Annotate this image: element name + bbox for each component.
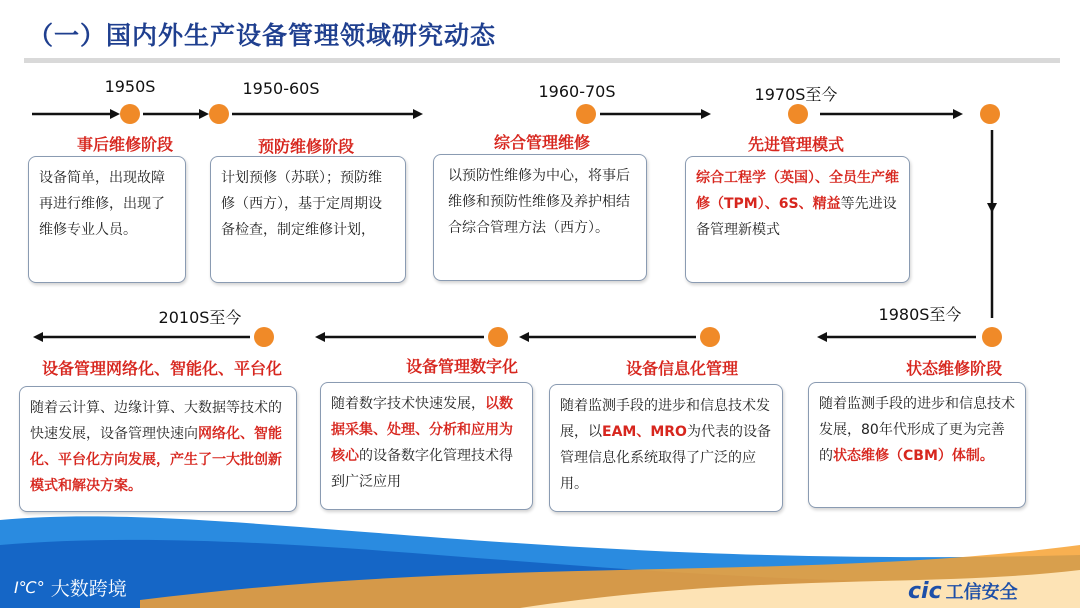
timeline-dot — [209, 104, 229, 124]
stage-description-card — [320, 382, 533, 510]
brand-name-left: 大数跨境 — [50, 578, 127, 600]
card-text: 随着云计算、边缘计算、大数据等技术的快速发展，设备管理快速向 — [30, 400, 282, 442]
stage-title: 设备信息化管理 — [625, 359, 739, 378]
era-label: 1950-60S — [242, 79, 320, 98]
stage-title: 设备管理数字化 — [405, 357, 519, 376]
stage-title: 状态维修阶段 — [905, 359, 1003, 378]
timeline-dot — [254, 327, 274, 347]
era-label: 2010S至今 — [158, 308, 242, 327]
card-text: 等先进设备管理新模式 — [696, 196, 897, 238]
card-highlight-text: 综合工程学（英国）、全员生产维修（TPM）、6S、精益 — [696, 170, 899, 212]
card-text: 设备简单，出现故障再进行维修，出现了维修专业人员。 — [39, 170, 165, 238]
card-text: 随着监测手段的进步和信息技术发展，以 — [560, 398, 770, 440]
timeline-dot — [980, 104, 1000, 124]
era-label: 1950S — [104, 77, 156, 96]
card-highlight-text: 网络化、智能化、平台化方向发展，产生了一大批创新模式和解决方案。 — [30, 426, 282, 494]
stage-description-card — [549, 384, 783, 512]
timeline-dot — [576, 104, 596, 124]
era-label: 1980S至今 — [878, 305, 962, 324]
brand-logo-left — [14, 574, 127, 601]
card-text: 随着数字技术快速发展， — [331, 396, 485, 412]
era-label: 1970S至今 — [754, 85, 838, 104]
card-text: 计划预修（苏联）；预防维修（西方），基于定周期设备检查，制定维修计划， — [221, 170, 382, 238]
stage-description-card — [433, 154, 647, 281]
era-label: 1960-70S — [538, 82, 616, 101]
card-text: 以预防性维修为中心，将事后维修和预防性维修及养护相结合综合管理方法（西方）。 — [448, 168, 630, 236]
card-text: 的设备数字化管理技术得到广泛应用 — [331, 448, 513, 490]
card-highlight-text: EAM、MRO — [602, 424, 687, 440]
stage-title: 设备管理网络化、智能化、平台化 — [41, 359, 283, 378]
timeline-dot — [700, 327, 720, 347]
stage-description-card — [808, 382, 1026, 508]
stage-title: 预防维修阶段 — [257, 137, 355, 156]
brand-logo-right — [908, 578, 1018, 604]
brand-mark-icon: Ⅰ℃° — [14, 578, 45, 597]
page-title: （一）国内外生产设备管理领域研究动态 — [28, 21, 497, 50]
card-text: 随着监测手段的进步和信息技术发展，80年代形成了更为完善的 — [819, 396, 1015, 464]
stage-description-card — [685, 156, 910, 283]
timeline-dot — [488, 327, 508, 347]
card-highlight-text: 状态维修（CBM）体制。 — [833, 448, 994, 464]
stage-description-card — [19, 386, 297, 512]
card-text: 为代表的设备管理信息化系统取得了广泛的应用。 — [560, 424, 771, 492]
brand-name-right: 工信安全 — [945, 582, 1018, 603]
timeline-dot — [120, 104, 140, 124]
stage-description-card — [210, 156, 406, 283]
card-highlight-text: 以数据采集、处理、分析和应用为核心 — [331, 396, 513, 464]
stage-title: 事后维修阶段 — [76, 135, 174, 154]
stage-title: 先进管理模式 — [747, 135, 845, 154]
stage-description-card — [28, 156, 186, 283]
timeline-dot — [982, 327, 1002, 347]
cic-logo-icon: cic — [908, 578, 942, 604]
stage-title: 综合管理维修 — [493, 133, 591, 152]
timeline-dot — [788, 104, 808, 124]
